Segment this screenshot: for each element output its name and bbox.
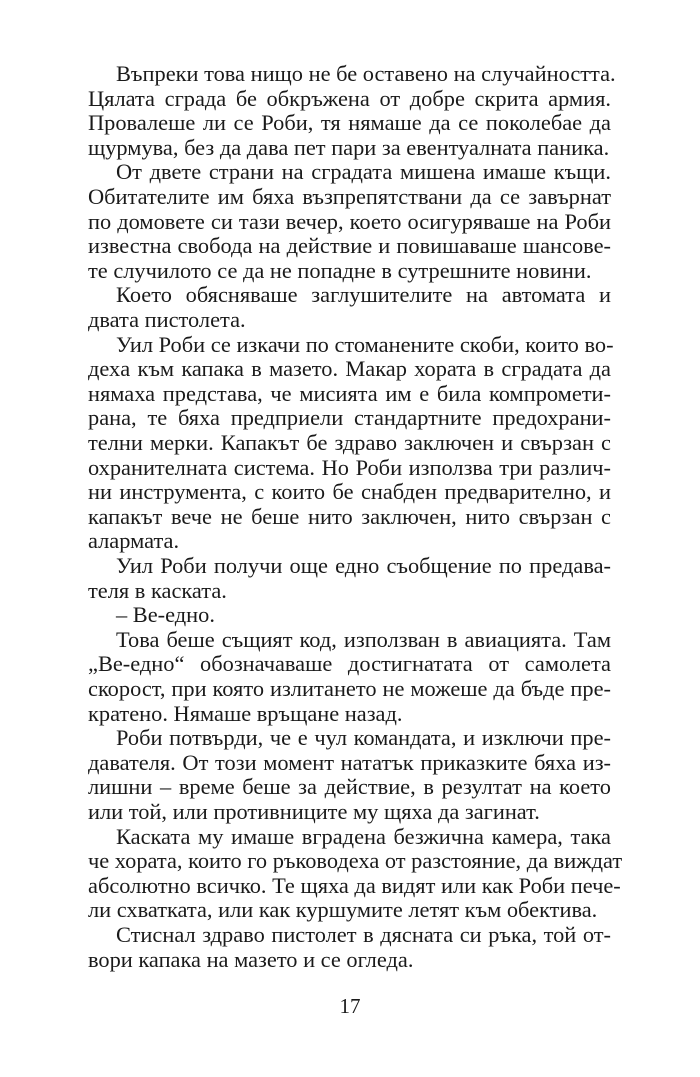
text-line: абсолютно всичко. Те щяха да видят или как Роби пече- [88,872,621,898]
text-line: От двете страни на сградата мишена имаше къщи. [116,159,611,185]
text-line: дехa към капака в мазето. Макар хората в сградата да [88,356,611,382]
text-line: известна свобода на действие и повишаваше шансове- [88,233,611,259]
text-line: давателя. От този момент нататък приказките бяха из- [88,749,611,775]
text-line: охранителната система. Но Роби използва три различ- [88,454,611,480]
text-line: лишни – време беше за действие, в резултат на което [88,774,611,800]
text-line: телни мерки. Капакът бе здраво заключен и свързан с [88,430,611,455]
text-line: рана, те бяха предприели стандартните предохрани- [88,405,611,431]
page-number: 17 [339,994,361,1018]
text-line: Провалеше ли се Роби, тя нямаше да се поколебае да [88,110,611,136]
text-line: или той, или противниците му щяха да загинат. [88,799,540,824]
text-line: ни инструмента, с които бе снабден предварително, и [88,479,611,505]
text-line: теля в каската. [88,577,227,603]
text-line: нямаха представа, че мисията им е била компромети- [88,380,611,406]
text-line: по домовете си тази вечер, което осигуряваше на Роби [88,208,611,234]
text-line: Уил Роби получи още едно съобщение по предава- [116,553,611,578]
text-line: щурмува, без да дава пет пари за евентуалната паника. [88,134,610,160]
text-line: Цялата сграда бе обкръжена от добре скрита армия. [88,85,611,111]
text-line: двата пистолета. [88,307,246,332]
text-line: капакът вече не беше нито заключен, нито свързан с [88,503,611,529]
text-line: „Ве-едно“ обозначаваше достигнатата от самолета [88,651,611,677]
text-line: те случилото се да не попадне в сутрешните новини. [88,257,592,283]
text-line: вори капака на мазето и се огледа. [88,946,414,972]
text-line: алармата. [88,528,180,554]
text-line: Роби потвърди, че е чул командата, и изключи пре- [116,725,611,751]
text-line: Уил Роби се изкачи по стоманените скоби, които во- [116,331,614,357]
text-line: Каската му имаше вградена безжична камера, така [116,823,611,849]
text-line: Това беше същият код, използван в авиацията. Там [116,626,611,652]
text-line: кратено. Нямаше връщане назад. [88,700,403,726]
text-line: че хората, които го ръководеха от разстояние, да виждат [88,848,623,874]
text-line: скорост, при която излитането не можеше да бъде пре- [88,676,611,701]
text-line: Което обясняваше заглушителите на автомата и [116,282,611,308]
text-line: – Ве-едно. [116,602,215,628]
text-line: ли схватката, или как куршумите летят към обектива. [88,897,598,923]
text-line: Стиснал здраво пистолет в дясната си ръка, той от- [116,922,611,947]
text-line: Въпреки това нищо не бе оставено на случайността. [116,61,616,86]
text-line: Обитателите им бяха възпрепятствани да се завърнат [88,184,611,209]
